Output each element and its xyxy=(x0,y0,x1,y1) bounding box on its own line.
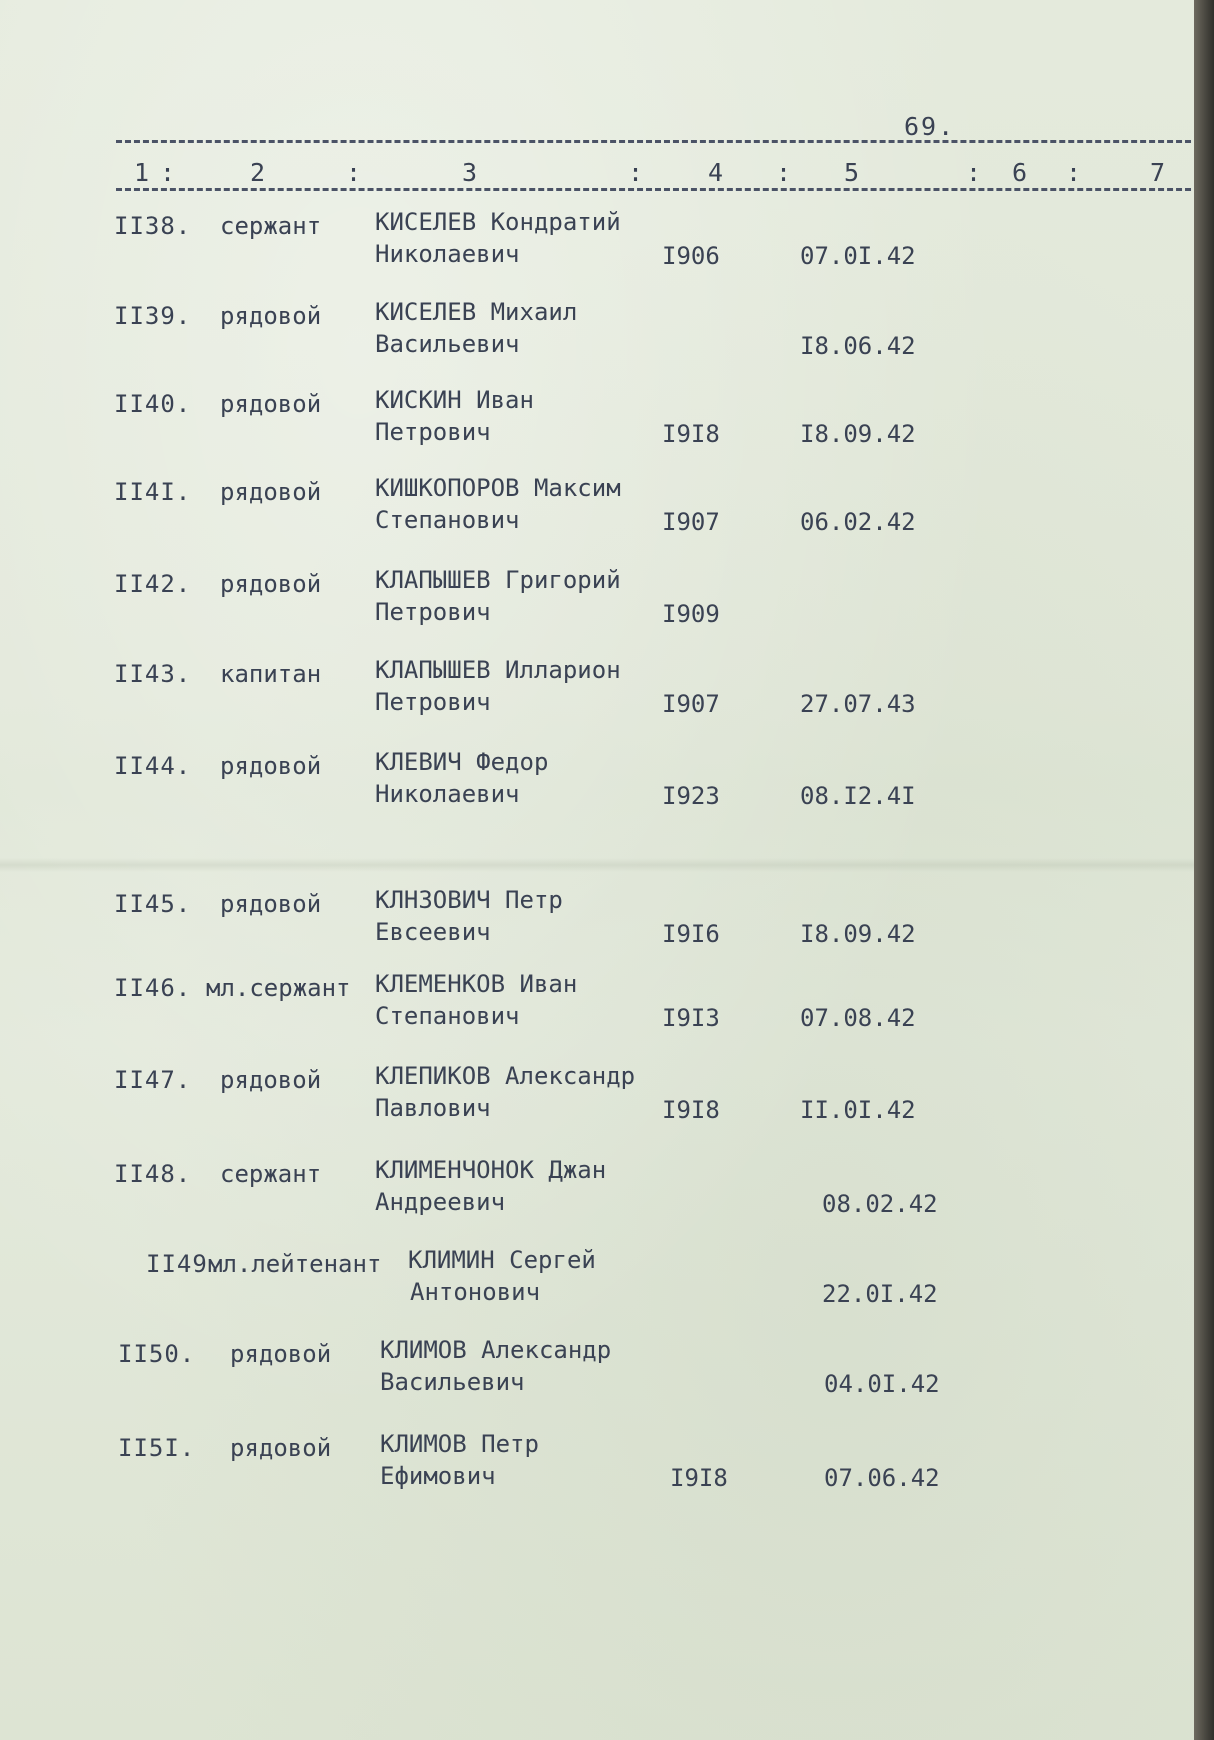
header-sep: : xyxy=(966,158,982,187)
record-row xyxy=(0,656,1194,740)
record-patronymic: Антонович xyxy=(410,1278,541,1306)
record-number: II46. xyxy=(114,974,192,1002)
record-patronymic: Степанович xyxy=(375,1002,520,1030)
record-name: КЛИМОВ Петр xyxy=(380,1430,539,1458)
record-rank: мл.лейтенант xyxy=(208,1250,382,1278)
paper-fold xyxy=(0,858,1194,872)
record-birth-year: I907 xyxy=(662,508,720,536)
record-rank: рядовой xyxy=(220,302,322,330)
record-patronymic: Степанович xyxy=(375,506,520,534)
record-patronymic: Васильевич xyxy=(380,1368,525,1396)
record-patronymic: Николаевич xyxy=(375,780,520,808)
record-name: КЛЕМЕНКОВ Иван xyxy=(375,970,578,998)
record-name: КЛИМИН Сергей xyxy=(408,1246,596,1274)
record-number: II48. xyxy=(114,1160,192,1188)
record-rank: сержант xyxy=(220,212,322,240)
record-date: 22.0I.42 xyxy=(822,1280,938,1308)
record-patronymic: Петрович xyxy=(375,418,491,446)
record-rank: рядовой xyxy=(230,1340,332,1368)
record-date: II.0I.42 xyxy=(800,1096,916,1124)
record-name: КЛИМОВ Александр xyxy=(380,1336,612,1364)
record-rank: капитан xyxy=(220,660,322,688)
header-col-1: 1 xyxy=(134,158,150,187)
header-col-3: 3 xyxy=(462,158,478,187)
record-date: 08.I2.4I xyxy=(800,782,916,810)
header-col-6: 6 xyxy=(1012,158,1028,187)
top-dashed-rule xyxy=(116,140,1200,143)
record-name: КЛАПЫШЕВ Илларион xyxy=(375,656,621,684)
record-number: II4I. xyxy=(114,478,192,506)
record-birth-year: I9I6 xyxy=(662,920,720,948)
record-date: 27.07.43 xyxy=(800,690,916,718)
record-date: I8.09.42 xyxy=(800,920,916,948)
header-sep: : xyxy=(1066,158,1082,187)
record-row xyxy=(0,386,1194,470)
record-number: II50. xyxy=(118,1340,196,1368)
record-row xyxy=(0,1156,1194,1240)
record-rank: рядовой xyxy=(220,570,322,598)
record-birth-year: I907 xyxy=(662,690,720,718)
record-row xyxy=(0,886,1194,970)
record-patronymic: Ефимович xyxy=(380,1462,496,1490)
column-header-row xyxy=(116,158,1196,192)
page-number: 69. xyxy=(904,112,956,141)
record-number: II47. xyxy=(114,1066,192,1094)
record-row xyxy=(0,970,1194,1054)
record-patronymic: Андреевич xyxy=(375,1188,506,1216)
header-sep: : xyxy=(160,158,176,187)
record-name: КЛНЗОВИЧ Петр xyxy=(375,886,563,914)
record-number: II5I. xyxy=(118,1434,196,1462)
record-rank: рядовой xyxy=(220,390,322,418)
record-row xyxy=(0,208,1194,292)
record-patronymic: Васильевич xyxy=(375,330,520,358)
header-col-4: 4 xyxy=(708,158,724,187)
record-rank: рядовой xyxy=(220,752,322,780)
header-col-2: 2 xyxy=(250,158,266,187)
record-rank: рядовой xyxy=(230,1434,332,1462)
record-date: 08.02.42 xyxy=(822,1190,938,1218)
record-patronymic: Петрович xyxy=(375,688,491,716)
record-row xyxy=(0,1336,1194,1420)
record-birth-year: I9I3 xyxy=(662,1004,720,1032)
header-sep: : xyxy=(346,158,362,187)
record-name: КИСЕЛЕВ Михаил xyxy=(375,298,578,326)
record-number: II39. xyxy=(114,302,192,330)
record-rank: рядовой xyxy=(220,890,322,918)
record-row xyxy=(0,1430,1194,1514)
header-sep: : xyxy=(776,158,792,187)
record-number: II45. xyxy=(114,890,192,918)
record-number: II49. xyxy=(146,1250,224,1278)
record-row xyxy=(0,566,1194,650)
record-name: КЛЕПИКОВ Александр xyxy=(375,1062,636,1090)
record-patronymic: Петрович xyxy=(375,598,491,626)
record-name: КИСКИН Иван xyxy=(375,386,534,414)
record-name: КИШКОПОРОВ Максим xyxy=(375,474,621,502)
record-row xyxy=(0,748,1194,832)
record-number: II42. xyxy=(114,570,192,598)
record-date: I8.09.42 xyxy=(800,420,916,448)
record-rank: мл.сержант xyxy=(206,974,351,1002)
record-date: 07.0I.42 xyxy=(800,242,916,270)
record-name: КИСЕЛЕВ Кондратий xyxy=(375,208,621,236)
record-date: 06.02.42 xyxy=(800,508,916,536)
record-date: I8.06.42 xyxy=(800,332,916,360)
record-name: КЛАПЫШЕВ Григорий xyxy=(375,566,621,594)
header-sep: : xyxy=(628,158,644,187)
record-row xyxy=(0,474,1194,558)
header-col-5: 5 xyxy=(844,158,860,187)
record-birth-year: I9I8 xyxy=(662,1096,720,1124)
record-date: 07.06.42 xyxy=(824,1464,940,1492)
record-number: II44. xyxy=(114,752,192,780)
record-birth-year: I9I8 xyxy=(670,1464,728,1492)
record-number: II38. xyxy=(114,212,192,240)
header-col-7: 7 xyxy=(1150,158,1166,187)
record-birth-year: I9I8 xyxy=(662,420,720,448)
header-dashed-rule xyxy=(116,188,1200,191)
record-row xyxy=(0,1246,1194,1330)
record-rank: рядовой xyxy=(220,478,322,506)
record-birth-year: I923 xyxy=(662,782,720,810)
record-rank: сержант xyxy=(220,1160,322,1188)
record-name: КЛИМЕНЧОНОК Джан xyxy=(375,1156,607,1184)
record-row xyxy=(0,298,1194,382)
record-rank: рядовой xyxy=(220,1066,322,1094)
record-patronymic: Павлович xyxy=(375,1094,491,1122)
record-birth-year: I909 xyxy=(662,600,720,628)
record-number: II40. xyxy=(114,390,192,418)
record-date: 04.0I.42 xyxy=(824,1370,940,1398)
record-name: КЛЕВИЧ Федор xyxy=(375,748,549,776)
scan-edge xyxy=(1194,0,1214,1740)
record-birth-year: I906 xyxy=(662,242,720,270)
record-row xyxy=(0,1062,1194,1146)
record-date: 07.08.42 xyxy=(800,1004,916,1032)
record-patronymic: Евсеевич xyxy=(375,918,491,946)
record-patronymic: Николаевич xyxy=(375,240,520,268)
record-number: II43. xyxy=(114,660,192,688)
